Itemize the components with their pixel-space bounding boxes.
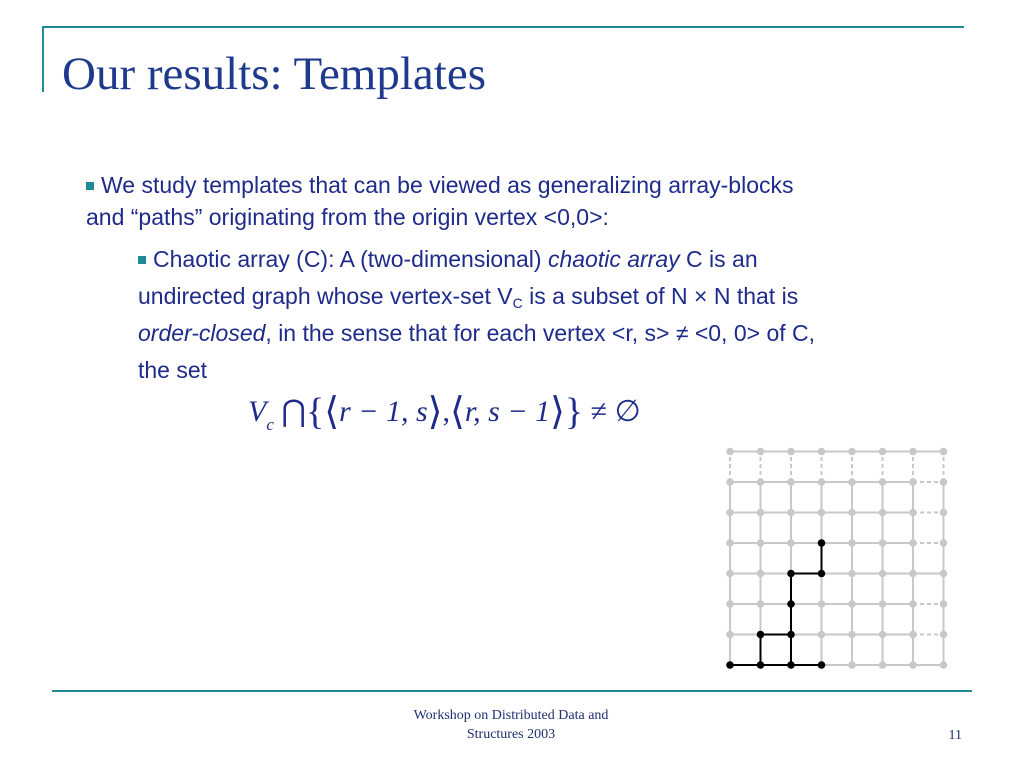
grid-vertex [879, 448, 887, 456]
grid-vertex [726, 509, 734, 517]
grid-vertex [909, 448, 917, 456]
array-vertex [757, 661, 765, 669]
bullet2-l3-post: , in the sense that for each vertex <r, s> ≠ <0, 0> of C, [265, 320, 816, 346]
formula-right-brace: } [564, 391, 584, 433]
grid-vertex [757, 570, 765, 578]
grid-vertex [848, 539, 856, 547]
array-vertex [818, 661, 826, 669]
grid-vertex [757, 448, 765, 456]
array-vertex [787, 570, 795, 578]
formula-rangle-2: ⟩ [550, 391, 565, 433]
grid-vertex [879, 570, 887, 578]
bullet2-l1-pre: Chaotic array (C): A (two-dimensional) [153, 246, 548, 272]
grid-vertex [818, 509, 826, 517]
grid-vertex [726, 539, 734, 547]
grid-vertex [757, 509, 765, 517]
grid-vertex [940, 509, 948, 517]
grid-vertex [940, 539, 948, 547]
set-formula [248, 392, 641, 445]
grid-vertex [757, 478, 765, 486]
formula-subscript: c [266, 415, 274, 434]
grid-vertex [940, 448, 948, 456]
footer-text [381, 706, 641, 744]
grid-vertex [879, 600, 887, 608]
bullet1-line2: and “paths” originating from the origin vertex <0,0>: [86, 204, 609, 230]
grid-vertex [909, 661, 917, 669]
grid-vertex [757, 539, 765, 547]
formula-rangle-1: ⟩ [427, 391, 443, 433]
bullet1-line1: We study templates that can be viewed as generalizing array-blocks [101, 172, 794, 198]
order-closed-term: order-closed [138, 320, 266, 346]
array-vertex [757, 631, 765, 639]
grid-vertex [848, 509, 856, 517]
page-number: 11 [948, 728, 962, 743]
left-accent-rule [42, 26, 44, 92]
grid-vertex [879, 478, 887, 486]
grid-vertex [726, 478, 734, 486]
square-bullet-icon [138, 256, 146, 264]
formula-empty-set: ∅ [614, 395, 641, 428]
formula-term-2: r, s − 1 [464, 395, 551, 428]
formula-langle-1: ⟨ [324, 391, 340, 433]
slide-title: Our results: Templates [62, 48, 486, 100]
array-vertex [818, 539, 826, 547]
grid-vertex [879, 539, 887, 547]
grid-vertex [818, 600, 826, 608]
grid-vertex [726, 570, 734, 578]
array-vertex [787, 631, 795, 639]
grid-vertex [879, 661, 887, 669]
grid-vertex [726, 600, 734, 608]
grid-vertex [787, 478, 795, 486]
grid-vertex [940, 631, 948, 639]
formula-intersection: ⋂ [281, 395, 306, 428]
bullet2-l2-post: is a subset of N × N that is [522, 283, 799, 309]
grid-vertex [848, 631, 856, 639]
chaotic-array-grid-diagram [718, 445, 968, 680]
formula-not-equal: ≠ [590, 395, 608, 428]
grid-vertex [818, 631, 826, 639]
bullet-level-1 [86, 169, 986, 233]
formula-langle-2: ⟨ [449, 391, 465, 433]
footer-line-1: Workshop on Distributed Data and [413, 708, 609, 723]
grid-vertex [909, 631, 917, 639]
formula-comma: , [442, 395, 450, 428]
grid-vertex [848, 600, 856, 608]
formula-term-1: r − 1, s [339, 395, 428, 428]
footer-line-2: Structures 2003 [466, 727, 556, 742]
grid-vertex [879, 509, 887, 517]
bullet-level-2 [138, 241, 994, 389]
grid-vertex [848, 661, 856, 669]
chaotic-array-term: chaotic array [547, 246, 680, 272]
formula-v: V [248, 395, 267, 428]
bullet2-l2-pre: undirected graph whose vertex-set V [138, 283, 513, 309]
grid-vertex [940, 570, 948, 578]
grid-vertex [726, 448, 734, 456]
grid-vertex [879, 631, 887, 639]
grid-vertex [848, 478, 856, 486]
array-vertex [787, 661, 795, 669]
grid-vertex [848, 570, 856, 578]
grid-vertex [909, 478, 917, 486]
top-accent-rule [42, 26, 964, 28]
bullet2-l1-post: C is an [679, 246, 758, 272]
array-vertex [726, 661, 734, 669]
array-vertex [787, 600, 795, 608]
formula-left-brace: { [305, 391, 325, 433]
grid-vertex [940, 661, 948, 669]
grid-vertex [787, 539, 795, 547]
grid-vertex [909, 539, 917, 547]
grid-vertex [909, 600, 917, 608]
grid-vertex [909, 509, 917, 517]
grid-vertex [940, 600, 948, 608]
square-bullet-icon [86, 182, 94, 190]
grid-vertex [726, 631, 734, 639]
bullet2-l4: the set [138, 357, 208, 383]
grid-vertex [787, 509, 795, 517]
grid-vertex [909, 570, 917, 578]
grid-vertex [787, 448, 795, 456]
array-vertex [818, 570, 826, 578]
footer-rule [52, 690, 972, 692]
vertex-set-subscript: C [512, 295, 523, 311]
grid-vertex [848, 448, 856, 456]
grid-vertex [818, 478, 826, 486]
grid-vertex [757, 600, 765, 608]
grid-vertex [940, 478, 948, 486]
grid-vertex [818, 448, 826, 456]
